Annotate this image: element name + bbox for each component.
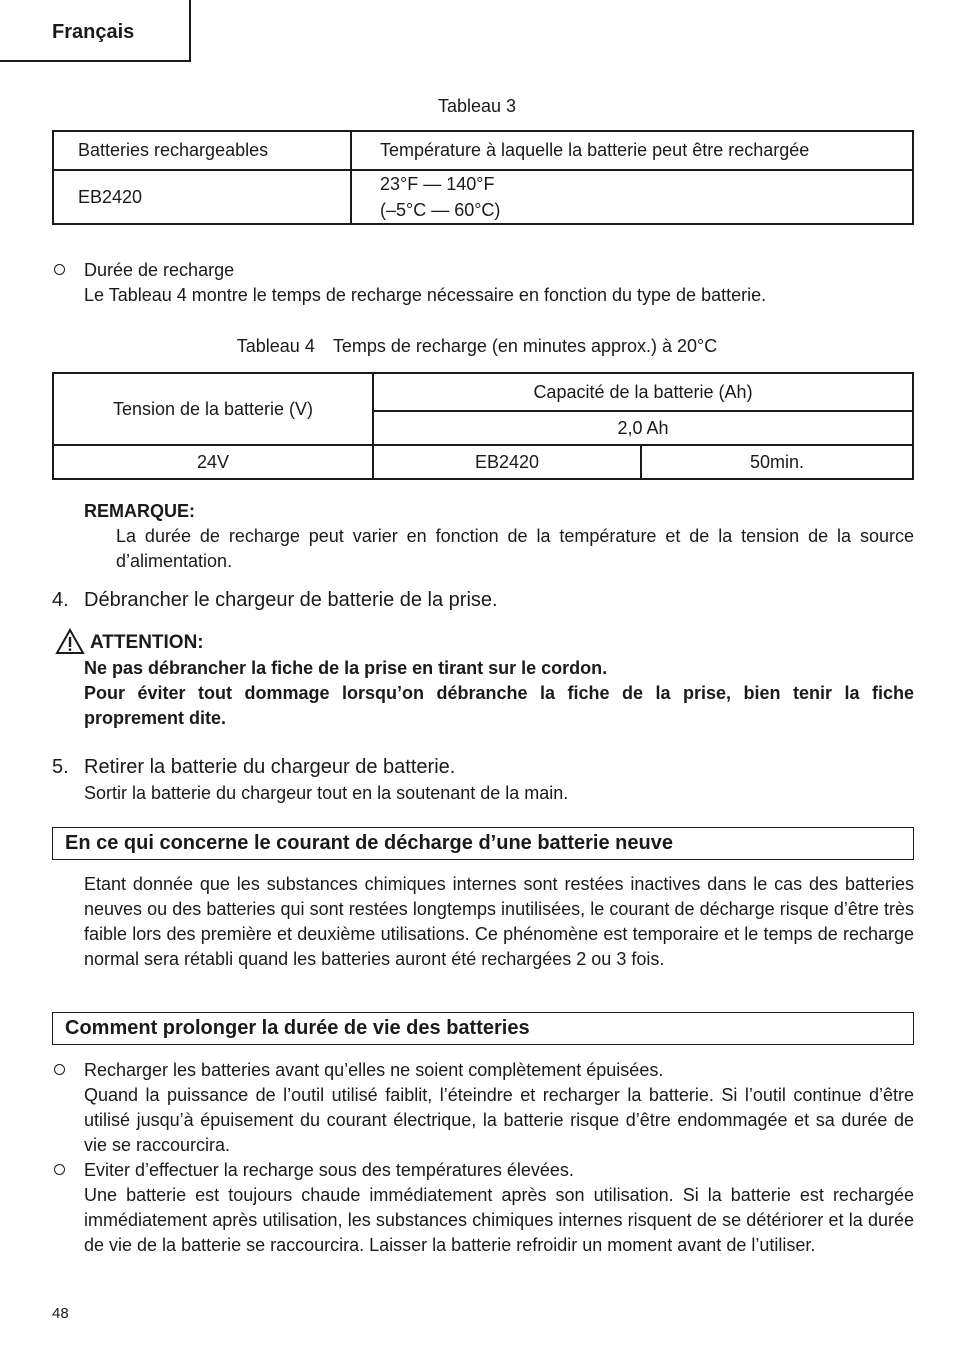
table4-cell-voltage: 24V (53, 445, 373, 479)
language-tab (0, 0, 191, 62)
section1-title: En ce qui concerne le courant de décharge d’une batterie neuve (65, 832, 673, 854)
table3-cell-battery: EB2420 (53, 170, 351, 224)
table3-cell-temperature (351, 170, 913, 224)
temp-fahrenheit: 23°F — 140°F (380, 174, 495, 194)
attention-label: ATTENTION: (90, 632, 204, 653)
section2-item1-title: Recharger les batteries avant qu’elles ne soient complètement épuisées. (84, 1060, 664, 1080)
temp-celsius: (–5°C — 60°C) (380, 200, 501, 220)
step5-subtext: Sortir la batterie du chargeur tout en la soutenant de la main. (84, 783, 569, 803)
remark-label: REMARQUE: (84, 501, 195, 521)
section2-item2-title: Eviter d’effectuer la recharge sous des températures élevées. (84, 1160, 574, 1180)
bullet-icon (54, 1164, 65, 1175)
table3 (52, 130, 914, 225)
section2-item2-text: Une batterie est toujours chaude immédiatement après son utilisation. Si la batterie est rechargée immédiatement après utilisation, les substances chimiques internes risquent de se détériorer et la durée de vie de la batterie se raccourcira. Laisser la batterie refroidir un moment avant de l’utiliser. (84, 1185, 914, 1255)
step5-text: Retirer la batterie du chargeur de batterie. (84, 756, 456, 778)
section1-text: Etant donnée que les substances chimiques internes sont restées inactives dans le cas des batteries neuves ou des batteries qui sont restées longtemps inutilisées, le courant de décharge risque d’être très faible lors des première et deuxième utilisations. Ce phénomène est temporaire et le temps de recharge normal sera rétabli quand les batteries auront été rechargées 2 ou 3 fois. (84, 874, 914, 969)
table4-caption: Tableau 4 Temps de recharge (en minutes approx.) à 20°C (236, 336, 718, 356)
attention-line1: Ne pas débrancher la fiche de la prise en tirant sur le cordon. (84, 658, 608, 678)
step4-number: 4. (52, 589, 69, 611)
table4-header-voltage: Tension de la batterie (V) (53, 373, 373, 445)
table4-capacity-value: 2,0 Ah (373, 411, 913, 445)
page-number: 48 (52, 1305, 69, 1322)
step4-text: Débrancher le chargeur de batterie de la prise. (84, 589, 498, 611)
table3-header-temperature: Température à laquelle la batterie peut être rechargée (351, 131, 913, 170)
section2-title: Comment prolonger la durée de vie des batteries (65, 1017, 530, 1039)
remark-text: La durée de recharge peut varier en fonction de la température et de la tension de la source d’alimentation. (116, 526, 914, 571)
warning-triangle-icon (55, 628, 85, 655)
language-label: Français (52, 21, 135, 43)
table3-caption: Tableau 3 (437, 96, 517, 116)
recharge-title: Durée de recharge (84, 260, 235, 280)
table4-cell-model: EB2420 (373, 445, 641, 479)
recharge-text: Le Tableau 4 montre le temps de recharge nécessaire en fonction du type de batterie. (84, 285, 767, 305)
table4-header-capacity: Capacité de la batterie (Ah) (373, 373, 913, 411)
table3-header-battery: Batteries rechargeables (53, 131, 351, 170)
section2-item1-text: Quand la puissance de l’outil utilisé faiblit, l’éteindre et recharger la batterie. Si l’outil continue d’être utilisé jusqu’à épuisement du courant électrique, la batterie risque d’être endommagée et sa durée de vie se raccourcira. (84, 1085, 914, 1155)
table4 (52, 372, 914, 480)
bullet-icon (54, 1064, 65, 1075)
table4-cell-time: 50min. (641, 445, 913, 479)
section1-heading (52, 827, 914, 860)
attention-line2: Pour éviter tout dommage lorsqu’on débranche la fiche de la prise, bien tenir la fiche proprement dite. (84, 683, 914, 728)
step5-number: 5. (52, 756, 69, 778)
section2-heading (52, 1012, 914, 1045)
bullet-icon (54, 264, 65, 275)
